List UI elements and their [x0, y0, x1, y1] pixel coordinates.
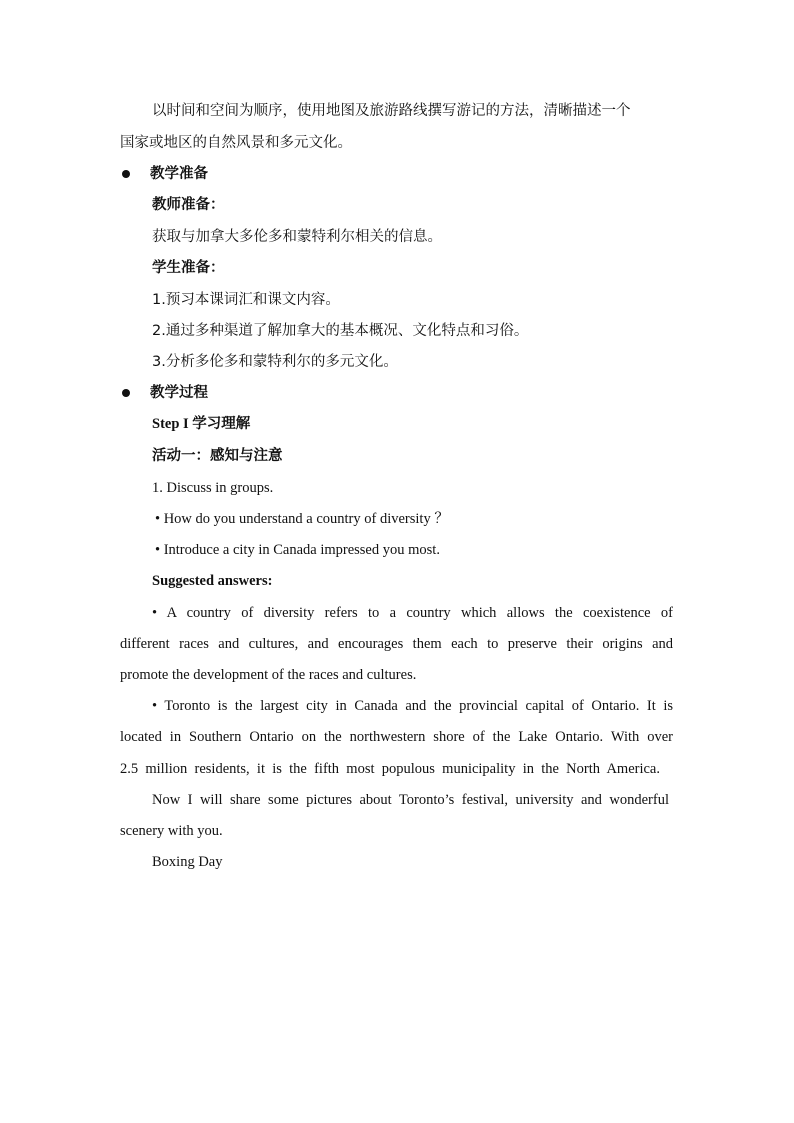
section-heading-prep: 教学准备 — [150, 166, 208, 182]
student-prep-item: 3.分析多伦多和蒙特利尔的多元文化。 — [152, 354, 398, 370]
boxing-day-text: Boxing Day — [152, 854, 223, 870]
suggested-answers-label: Suggested answers: — [152, 573, 273, 589]
answer-paragraph-line: • A country of diversity refers to a country which allows the coexistence of — [152, 605, 673, 621]
answer-paragraph-line: located in Southern Ontario on the northwestern shore of the Lake Ontario. With over — [120, 729, 673, 745]
bullet-icon — [122, 389, 130, 397]
share-paragraph-line: Now I will share some pictures about Toronto’s festival, university and wonderful — [152, 792, 669, 808]
section-heading-process: 教学过程 — [150, 385, 208, 401]
answer-paragraph-line: • Toronto is the largest city in Canada and the provincial capital of Ontario. It is — [152, 698, 673, 714]
discussion-question: • Introduce a city in Canada impressed you most. — [155, 542, 440, 558]
teacher-prep-text: 获取与加拿大多伦多和蒙特利尔相关的信息。 — [152, 229, 442, 245]
discussion-question: • How do you understand a country of diversity ？ — [155, 511, 449, 527]
answer-paragraph-line: 2.5 million residents, it is the fifth most populous municipality in the North America. — [120, 761, 660, 777]
intro-line-2: 国家或地区的自然风景和多元文化。 — [120, 135, 352, 151]
answer-paragraph-line: promote the development of the races and cultures. — [120, 667, 417, 683]
student-prep-label: 学生准备： — [152, 260, 225, 276]
intro-line-1: 以时间和空间为顺序，使用地图及旅游路线撰写游记的方法，清晰描述一个 — [152, 103, 631, 119]
bullet-icon — [122, 170, 130, 178]
student-prep-item: 2.通过多种渠道了解加拿大的基本概况、文化特点和习俗。 — [152, 323, 529, 339]
share-paragraph-line: scenery with you. — [120, 823, 223, 839]
activity-heading: 活动一：感知与注意 — [152, 448, 283, 464]
task-text: 1. Discuss in groups. — [152, 480, 274, 496]
student-prep-item: 1.预习本课词汇和课文内容。 — [152, 292, 340, 308]
teacher-prep-label: 教师准备： — [152, 197, 225, 213]
answer-paragraph-line: different races and cultures, and encourages them each to preserve their origins and — [120, 636, 673, 652]
step-heading: Step I 学习理解 — [152, 416, 251, 432]
